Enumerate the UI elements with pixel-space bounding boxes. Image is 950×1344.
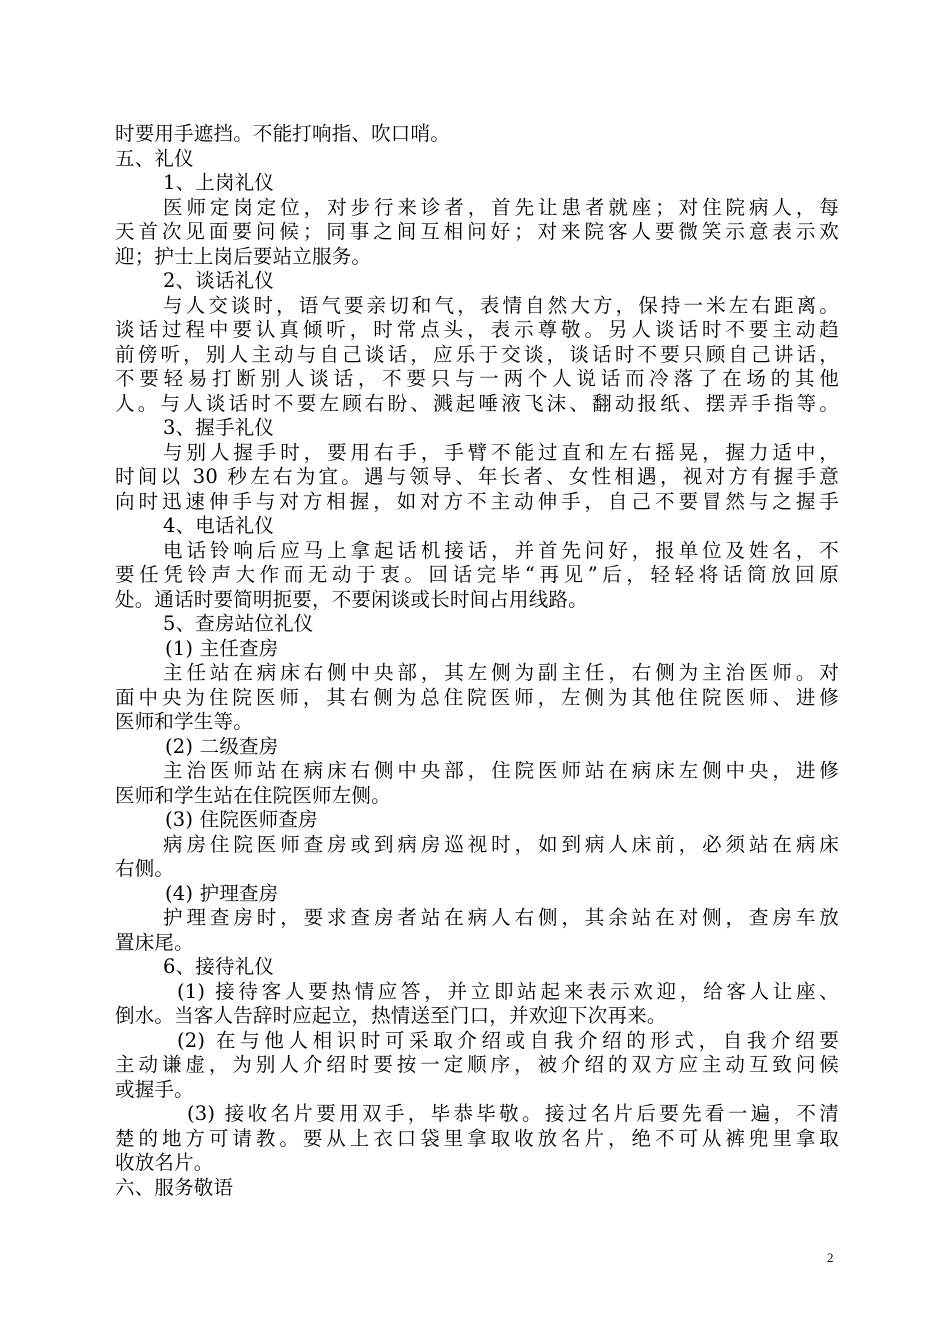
text-line: (2) 二级查房 (165, 734, 279, 758)
text-line: 面中央为住院医师，其右侧为总住院医师，左侧为其他住院医师、进修 (115, 685, 839, 709)
text-line: (1) 接待客人要热情应答，并立即站起来表示欢迎，给客人让座、 (177, 979, 839, 1003)
text-line: 医师和学生站在住院医师左侧。 (115, 783, 391, 807)
text-line: 2、谈话礼仪 (163, 269, 275, 292)
text-line: (1) 主任查房 (165, 636, 279, 660)
text-line: 主治医师站在病床右侧中央部，住院医师站在病床左侧中央，进修 (163, 759, 839, 782)
page-number: 2 (827, 1250, 834, 1265)
text-line: 六、服务敬语 (115, 1175, 234, 1199)
text-line: 主动谦虚，为别人介绍时要按一定顺序，被介绍的双方应主动互致问候 (115, 1053, 839, 1076)
text-line: 5、查房站位礼仪 (163, 612, 314, 635)
text-line: (3) 住院医师查房 (165, 808, 318, 831)
text-line: 病房住院医师查房或到病房巡视时，如到病人床前，必须站在病床 (163, 832, 839, 856)
text-line: 1、上岗礼仪 (163, 171, 275, 194)
text-line: 谈话过程中要认真倾听，时常点头，表示尊敬。另人谈话时不要主动趋 (115, 318, 839, 341)
text-line: 或握手。 (115, 1077, 194, 1101)
text-line: 倒水。当客人告辞时应起立，热情送至门口，并欢迎下次再来。 (115, 1004, 667, 1027)
text-line: (4) 护理查房 (165, 881, 279, 905)
text-line: 迎；护士上岗后要站立服务。 (115, 244, 372, 268)
text-line: 五、礼仪 (115, 146, 194, 170)
text-line: 6、接待礼仪 (163, 955, 275, 978)
text-line: 3、握手礼仪 (163, 416, 275, 439)
text-line: 向时迅速伸手与对方相握，如对方不主动伸手，自己不要冒然与之握手 (115, 489, 839, 513)
text-line: 护理查房时，要求查房者站在病人右侧，其余站在对侧，查房车放 (163, 906, 839, 929)
text-line: 置床尾。 (115, 930, 194, 954)
text-line: 处。通话时要简明扼要，不要闲谈或长时间占用线路。 (115, 587, 588, 611)
text-line: 人。与人谈话时不要左顾右盼、溅起唾液飞沫、翻动报纸、摆弄手指等。 (115, 391, 839, 415)
document-body (115, 122, 839, 1200)
text-line: 4、电话礼仪 (163, 514, 275, 537)
text-line: 主任站在病床右侧中央部，其左侧为副主任，右侧为主治医师。对 (163, 661, 839, 684)
text-line: 时间以 30 秒左右为宜。遇与领导、年长者、女性相遇，视对方有握手意 (115, 465, 839, 488)
text-line: 不要轻易打断别人谈话，不要只与一两个人说话而冷落了在场的其他 (115, 367, 839, 390)
text-line: 右侧。 (115, 857, 175, 880)
text-line: 天首次见面要问候；同事之间互相问好；对来院客人要微笑示意表示欢 (115, 220, 839, 243)
text-line: 电话铃响后应马上拿起话机接话，并首先问好，报单位及姓名，不 (163, 538, 839, 562)
text-line: 与别人握手时，要用右手，手臂不能过直和左右摇晃，握力适中， (163, 440, 839, 464)
text-line: (3) 接收名片要用双手，毕恭毕敬。接过名片后要先看一遍，不清 (187, 1102, 839, 1125)
text-line: 医师定岗定位，对步行来诊者，首先让患者就座；对住院病人，每 (163, 195, 839, 219)
text-line: 前傍听，别人主动与自己谈话，应乐于交谈，谈话时不要只顾自己讲话， (115, 342, 839, 366)
text-line: 医师和学生等。 (115, 710, 253, 733)
text-line: 时要用手遮挡。不能打响指、吹口哨。 (115, 122, 450, 145)
text-line: 收放名片。 (115, 1151, 214, 1174)
text-line: (2) 在与他人相识时可采取介绍或自我介绍的形式，自我介绍要 (177, 1028, 839, 1052)
text-line: 与人交谈时，语气要亲切和气，表情自然大方，保持一米左右距离。 (163, 293, 839, 317)
text-line: 要任凭铃声大作而无动于衷。回话完毕“再见”后，轻轻将话筒放回原 (115, 563, 839, 586)
text-line: 楚的地方可请教。要从上衣口袋里拿取收放名片，绝不可从裤兜里拿取 (115, 1126, 839, 1150)
